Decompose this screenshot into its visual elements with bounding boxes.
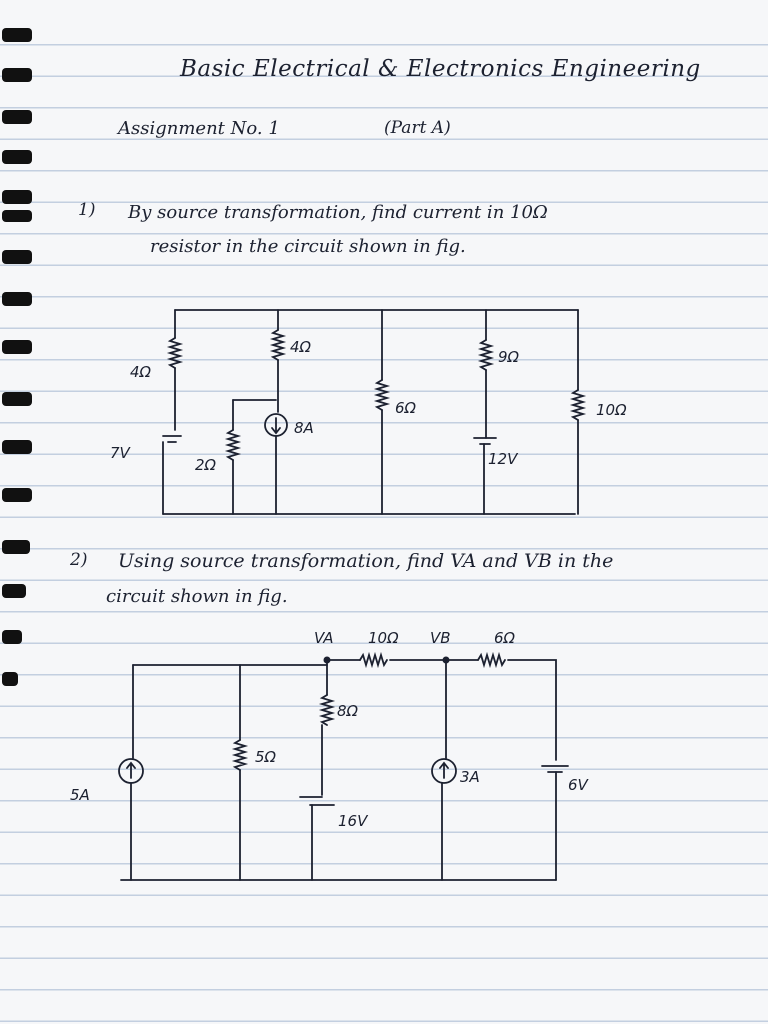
c1-label-12v: 12V	[488, 450, 518, 468]
c2-label-5a: 5A	[70, 786, 90, 804]
c2-label-6v: 6V	[568, 776, 588, 794]
c2-label-3a: 3A	[460, 768, 480, 786]
c2-label-6: 6Ω	[494, 629, 516, 647]
page-title: Basic Electrical & Electronics Engineering	[180, 56, 701, 82]
c1-label-4-left: 4Ω	[130, 363, 152, 381]
question-1-number: 1)	[78, 200, 96, 220]
c2-label-10: 10Ω	[368, 629, 399, 647]
c1-label-4-mid: 4Ω	[290, 338, 312, 356]
c1-label-10: 10Ω	[596, 401, 627, 419]
part-label: (Part A)	[384, 118, 451, 138]
question-2-line-1: Using source transformation, find VA and VB in the	[118, 550, 614, 572]
question-1-line-1: By source transformation, find current in 10Ω	[128, 202, 548, 223]
c2-resistor-5	[235, 740, 245, 770]
c2-label-va: VA	[314, 629, 334, 647]
question-2-line-2: circuit shown in fig.	[106, 586, 288, 607]
c2-label-16v: 16V	[338, 812, 368, 830]
c2-resistor-10	[360, 655, 387, 665]
c1-label-7v: 7V	[110, 444, 130, 462]
c1-label-8a: 8A	[294, 419, 314, 437]
c2-label-8: 8Ω	[337, 702, 359, 720]
c1-label-6: 6Ω	[395, 399, 417, 417]
c2-label-vb: VB	[430, 629, 451, 647]
c2-label-5: 5Ω	[255, 748, 277, 766]
question-1-line-2: resistor in the circuit shown in fig.	[150, 236, 466, 257]
c1-label-2: 2Ω	[195, 456, 217, 474]
assignment-label: Assignment No. 1	[118, 118, 280, 139]
c1-label-9: 9Ω	[498, 348, 520, 366]
c2-resistor-8	[322, 695, 332, 725]
c2-resistor-6	[478, 655, 505, 665]
question-2-number: 2)	[70, 550, 88, 570]
